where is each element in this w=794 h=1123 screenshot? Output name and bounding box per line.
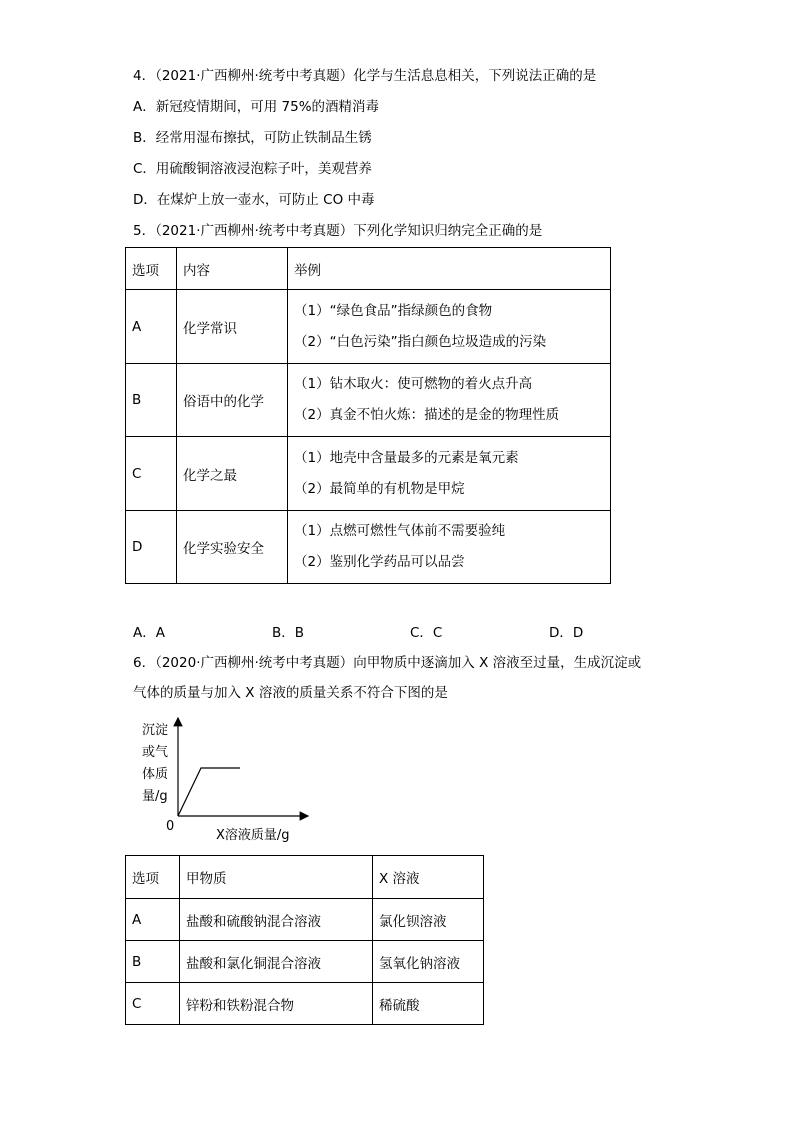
- y-label-line-3: 体质: [142, 767, 169, 782]
- row-solution: 氢氧化钠溶液: [373, 941, 484, 983]
- table-row: [126, 983, 484, 1025]
- q5-table: [125, 247, 611, 584]
- y-label-line-1: 沉淀: [142, 723, 169, 738]
- header-option: 选项: [126, 856, 180, 899]
- row-option: C: [126, 437, 177, 511]
- row-content: 化学之最: [177, 437, 288, 511]
- example-1: （1）钻木取火：使可燃物的着火点升高: [294, 376, 533, 392]
- q4-option-d: D．在煤炉上放一壶水，可防止 CO 中毒: [133, 192, 375, 208]
- q4-option-a: A．新冠疫情期间，可用 75%的酒精消毒: [133, 99, 380, 115]
- row-substance: 锌粉和铁粉混合物: [180, 983, 373, 1025]
- example-2: （2）真金不怕火炼：描述的是金的物理性质: [294, 407, 560, 423]
- row-solution: 稀硫酸: [373, 983, 484, 1025]
- table-header-row: [126, 856, 484, 899]
- row-option: A: [126, 899, 180, 941]
- row-content: 化学实验安全: [177, 511, 288, 584]
- example-1: （1）“绿色食品”指绿颜色的食物: [294, 302, 493, 319]
- y-label-line-4: 量/g: [142, 789, 168, 804]
- row-examples: [288, 511, 611, 584]
- q5-answer-c: C．C: [410, 625, 443, 641]
- q4-stem: 4．（2021·广西柳州·统考中考真题）化学与生活息息相关，下列说法正确的是: [133, 68, 597, 84]
- example-2: （2）最简单的有机物是甲烷: [294, 480, 465, 497]
- example-1: （1）点燃可燃性气体前不需要验纯: [294, 523, 506, 539]
- row-examples: [288, 437, 611, 511]
- row-option: C: [126, 983, 180, 1025]
- header-solution: X 溶液: [373, 856, 484, 899]
- example-1: （1）地壳中含量最多的元素是氧元素: [294, 449, 519, 466]
- curve: [178, 768, 240, 816]
- row-examples: [288, 364, 611, 437]
- header-content: 内容: [177, 248, 288, 290]
- x-label: X溶液质量/g: [216, 828, 290, 843]
- q4-option-b: B．经常用湿布擦拭，可防止铁制品生锈: [133, 130, 372, 146]
- row-substance: 盐酸和硫酸钠混合溶液: [180, 899, 373, 941]
- row-solution: 氯化钡溶液: [373, 899, 484, 941]
- example-2: （2）鉴别化学药品可以品尝: [294, 554, 465, 570]
- q6-stem-line1: 6．（2020·广西柳州·统考中考真题）向甲物质中逐滴加入 X 溶液至过量，生成沉淀或: [133, 655, 642, 671]
- q5-answer-d: D．D: [549, 625, 584, 641]
- origin-label: 0: [166, 819, 175, 834]
- row-option: B: [126, 364, 177, 437]
- example-2: （2）“白色污染”指白颜色垃圾造成的污染: [294, 333, 547, 350]
- q6-table: [125, 855, 484, 1025]
- row-content: 化学常识: [177, 290, 288, 364]
- header-option: 选项: [126, 248, 177, 290]
- table-row: [126, 290, 611, 364]
- q6-stem-line2: 气体的质量与加入 X 溶液的质量关系不符合下图的是: [133, 685, 448, 701]
- header-examples: 举例: [288, 248, 611, 290]
- q5-stem: 5．（2021·广西柳州·统考中考真题）下列化学知识归纳完全正确的是: [133, 223, 543, 239]
- table-row: [126, 364, 611, 437]
- q6-graph: [130, 712, 310, 844]
- row-option: A: [126, 290, 177, 364]
- header-substance: 甲物质: [180, 856, 373, 899]
- q5-answer-a: A．A: [133, 625, 165, 641]
- q4-option-c: C．用硫酸铜溶液浸泡粽子叶，美观营养: [133, 161, 372, 177]
- row-examples: [288, 290, 611, 364]
- table-row: [126, 899, 484, 941]
- table-row: [126, 511, 611, 584]
- table-row: [126, 437, 611, 511]
- table-header-row: [126, 248, 611, 290]
- row-substance: 盐酸和氯化铜混合溶液: [180, 941, 373, 983]
- row-option: B: [126, 941, 180, 983]
- y-label-line-2: 或气: [142, 745, 169, 760]
- table-row: [126, 941, 484, 983]
- q5-answer-b: B．B: [272, 625, 305, 641]
- row-content: 俗语中的化学: [177, 364, 288, 437]
- row-option: D: [126, 511, 177, 584]
